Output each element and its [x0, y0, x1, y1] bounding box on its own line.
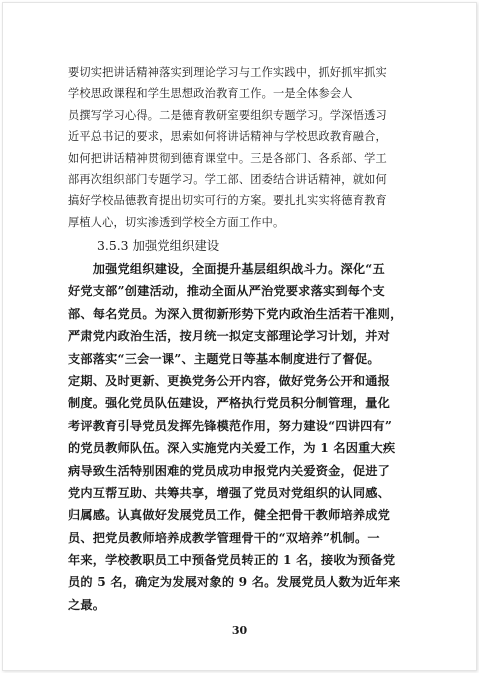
text-line: 制度。强化党员队伍建设，严格执行党员积分制管理，量化	[68, 396, 391, 411]
text-line: 好党支部”创建活动，推动全面从严治党要求落实到每个支	[68, 284, 385, 299]
text-line: 员、把党员教师培养成教学管理骨干的“双培养”机制。一	[68, 530, 380, 545]
text-line: 部再次组织部门专题学习。学工部、团委结合讲话精神，就如何	[68, 172, 387, 186]
text-line: 考评教育引导党员发挥先锋模范作用，努力建设“四讲四有”	[68, 418, 393, 433]
text-line: 年来，学校教职员工中预备党员转正的 1 名，接收为预备党	[68, 553, 396, 568]
text-line: 支部落实“三会一课”、主题党日等基本制度进行了督促。	[68, 351, 380, 366]
text-line: 病导致生活特别困难的党员成功申报党内关爱资金，促进了	[68, 463, 391, 478]
paragraph-party-organization	[68, 258, 413, 616]
text-line: 严肃党内政治生活，按月统一拟定支部理论学习计划，并对	[68, 329, 391, 344]
section-heading: 3.5.3 加强党组织建设	[97, 238, 220, 253]
text-line: 员的 5 名，确定为发展对象的 9 名。发展党员人数为近年来	[68, 575, 401, 590]
text-line: 要切实把讲话精神落实到理论学习与工作实践中，抓好抓牢抓实	[68, 66, 387, 79]
paragraph-study-implementation	[68, 62, 413, 233]
text-line: 学校思政课程和学生思想政治教育工作。一是全体参会人	[68, 87, 353, 101]
text-line: 党内互帮互助、共筹共享，增强了党员对党组织的认同感、	[68, 485, 391, 500]
text-line: 员撰写学习心得。二是德育教研室要组织专题学习。学深悟透习	[68, 108, 387, 122]
text-line: 如何把讲话精神贯彻到德育课堂中。三是各部门、各系部、学工	[68, 151, 387, 165]
text-line: 部、每名党员。为深入贯彻新形势下党内政治生活若干准则，	[68, 306, 403, 321]
text-line: 归属感。认真做好发展党员工作，健全把骨干教师培养成党	[68, 508, 391, 523]
text-line: 定期、及时更新、更换党务公开内容，做好党务公开和通报	[68, 373, 391, 388]
text-line: 近平总书记的要求，思索如何将讲话精神与学校思政教育融合，	[68, 130, 387, 144]
page-number: 30	[231, 624, 248, 637]
text-line: 的党员教师队伍。深入实施党内关爱工作，为 1 名因重大疾	[68, 441, 396, 456]
text-line: 搞好学校品德教育提出切实可行的方案。要扎扎实实将德育教育	[68, 194, 387, 208]
text-line: 之最。	[68, 597, 106, 612]
text-line: 加强党组织建设，全面提升基层组织战斗力。深化“五	[68, 262, 385, 276]
text-line: 厚植人心，切实渗透到学校全方面工作中。	[68, 215, 285, 229]
